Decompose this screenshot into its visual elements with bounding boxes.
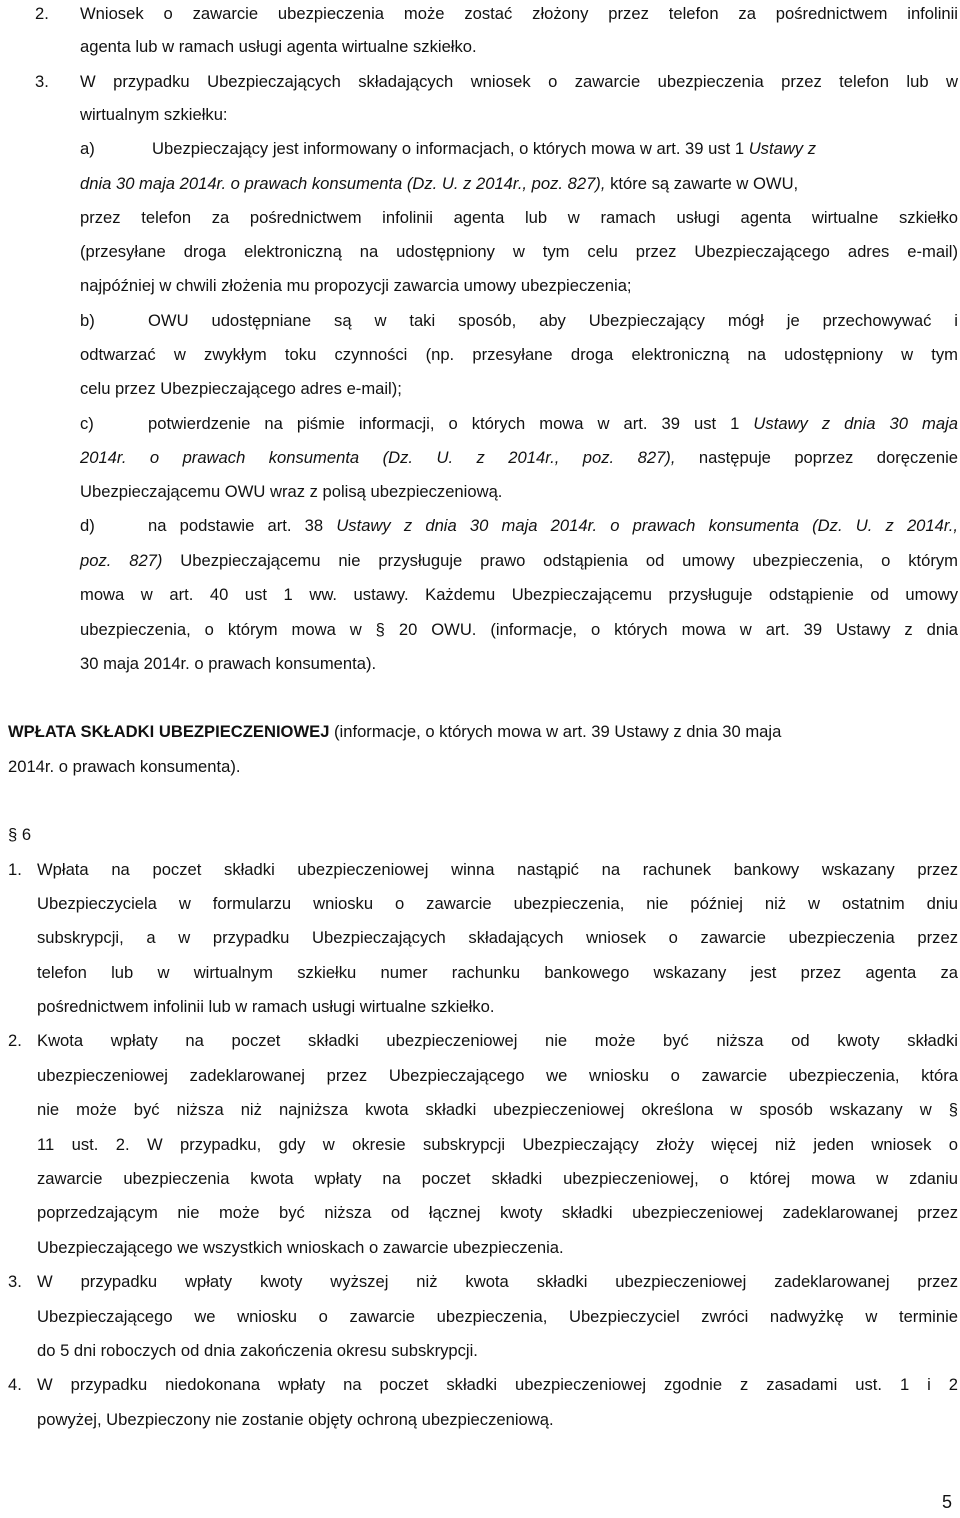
paragraph-1-line: Wpłata na poczet składki ubezpieczeniowej winna nastąpić na rachunek bankowy wskazany przez (37, 860, 958, 879)
item-3-line: W przypadku Ubezpieczających składających wniosek o zawarcie ubezpieczenia przez telefon lub w (80, 72, 958, 91)
paragraph-2-line: poprzedzającym nie może być niższa od łącznej kwoty składki ubezpieczeniowej zadeklarowanej przez (37, 1203, 958, 1222)
sub-item-d-line: poz. 827) Ubezpieczającemu nie przysługuje prawo odstąpienia od umowy ubezpieczenia, o którym (80, 551, 959, 570)
item-2-line: agenta lub w ramach usługi agenta wirtualne szkiełko. (80, 37, 477, 56)
sub-item-label: c) (80, 414, 94, 433)
item-number: 2. (35, 4, 49, 23)
paragraph-1-line: pośrednictwem infolinii lub w ramach usługi wirtualne szkiełko. (37, 997, 495, 1016)
paragraph-2-line: ubezpieczeniowej zadeklarowanej przez Ubezpieczającego we wniosku o zawarcie ubezpieczenia, która (37, 1066, 958, 1085)
sub-item-b-line: OWU udostępniane są w taki sposób, aby Ubezpieczający mógł je przechowywać i (148, 311, 958, 330)
item-number: 3. (35, 72, 49, 91)
paragraph-1-line: Ubezpieczyciela w formularzu wniosku o zawarcie ubezpieczenia, nie później niż w ostatnim dniu (37, 894, 958, 913)
sub-item-d-line: 30 maja 2014r. o prawach konsumenta). (80, 654, 377, 673)
sub-item-a-line: przez telefon za pośrednictwem infolinii agenta lub w ramach usługi agenta wirtualne szkiełko (80, 208, 958, 227)
section-heading: WPŁATA SKŁADKI UBEZPIECZENIOWEJ (informacje, o których mowa w art. 39 Ustawy z dnia 30 maja (8, 722, 782, 741)
paragraph-2-line: zawarcie ubezpieczenia kwota wpłaty na poczet składki ubezpieczeniowej, o której mowa w zdaniu (37, 1169, 958, 1188)
paragraph-2-line: 11 ust. 2. W przypadku, gdy w okresie subskrypcji Ubezpieczający złoży więcej niż jeden wniosek o (37, 1135, 958, 1154)
sub-item-label: a) (80, 139, 95, 158)
paragraph-1-line: telefon lub w wirtualnym szkiełku numer rachunku bankowego wskazany jest przez agenta za (37, 963, 958, 982)
paragraph-4-line: powyżej, Ubezpieczony nie zostanie objęty ochroną ubezpieczeniową. (37, 1410, 554, 1429)
item-number: 4. (8, 1375, 22, 1394)
paragraph-4-line: W przypadku niedokonana wpłaty na poczet składki ubezpieczeniowej zgodnie z zasadami ust. 1 i 2 (37, 1375, 958, 1394)
sub-item-label: b) (80, 311, 95, 330)
paragraph-2-line: Kwota wpłaty na poczet składki ubezpieczeniowej nie może być niższa od kwoty składki (37, 1031, 958, 1050)
item-number: 1. (8, 860, 22, 879)
paragraph-3-line: do 5 dni roboczych od dnia zakończenia okresu subskrypcji. (37, 1341, 478, 1360)
section-heading-line: 2014r. o prawach konsumenta). (8, 757, 241, 776)
sub-item-c-line: 2014r. o prawach konsumenta (Dz. U. z 2014r., poz. 827), następuje poprzez doręczenie (80, 448, 958, 467)
page-number: 5 (942, 1492, 953, 1512)
sub-item-a-line: dnia 30 maja 2014r. o prawach konsumenta (Dz. U. z 2014r., poz. 827), które są zawarte w OWU, (80, 174, 799, 193)
item-3-line: wirtualnym szkiełku: (80, 105, 228, 124)
sub-item-a-line: Ubezpieczający jest informowany o informacjach, o których mowa w art. 39 ust 1 Ustawy z (152, 139, 817, 158)
paragraph-3-line: W przypadku wpłaty kwoty wyższej niż kwota składki ubezpieczeniowej zadeklarowanej przez (37, 1272, 958, 1291)
sub-item-b-line: odtwarzać w zwykłym toku czynności (np. przesyłane droga elektroniczną na udostępniony w tym (80, 345, 958, 364)
sub-item-c-line: potwierdzenie na piśmie informacji, o których mowa w art. 39 ust 1 Ustawy z dnia 30 maja (148, 414, 958, 433)
sub-item-b-line: celu przez Ubezpieczającego adres e-mail); (80, 379, 402, 398)
sub-item-a-line: najpóźniej w chwili złożenia mu propozycji zawarcia umowy ubezpieczenia; (80, 276, 632, 295)
sub-item-label: d) (80, 516, 95, 535)
sub-item-d-line: ubezpieczenia, o którym mowa w § 20 OWU. (informacje, o których mowa w art. 39 Ustawy z dnia (80, 620, 958, 639)
sub-item-c-line: Ubezpieczającemu OWU wraz z polisą ubezpieczeniową. (80, 482, 503, 501)
paragraph-sign: § 6 (8, 825, 32, 844)
paragraph-1-line: subskrypcji, a w przypadku Ubezpieczających składających wniosek o zawarcie ubezpieczenia przez (37, 928, 958, 947)
paragraph-3-line: Ubezpieczającego we wniosku o zawarcie ubezpieczenia, Ubezpieczyciel zwróci nadwyżkę w terminie (37, 1307, 958, 1326)
paragraph-2-line: nie może być niższa niż najniższa kwota składki ubezpieczeniowej określona w sposób wskazany w § (37, 1100, 958, 1119)
paragraph-2-line: Ubezpieczającego we wszystkich wnioskach o zawarcie ubezpieczenia. (37, 1238, 564, 1257)
sub-item-a-line: (przesyłane droga elektroniczną na udostępniony w tym celu przez Ubezpieczającego adres e-mail) (80, 242, 958, 261)
item-number: 2. (8, 1031, 22, 1050)
sub-item-d-line: mowa w art. 40 ust 1 ww. ustawy. Każdemu Ubezpieczającemu przysługuje odstąpienie od umowy (80, 585, 958, 604)
sub-item-d-line: na podstawie art. 38 Ustawy z dnia 30 maja 2014r. o prawach konsumenta (Dz. U. z 2014r., (148, 516, 959, 535)
item-number: 3. (8, 1272, 22, 1291)
item-2-line: Wniosek o zawarcie ubezpieczenia może zostać złożony przez telefon za pośrednictwem infolinii (80, 4, 958, 23)
